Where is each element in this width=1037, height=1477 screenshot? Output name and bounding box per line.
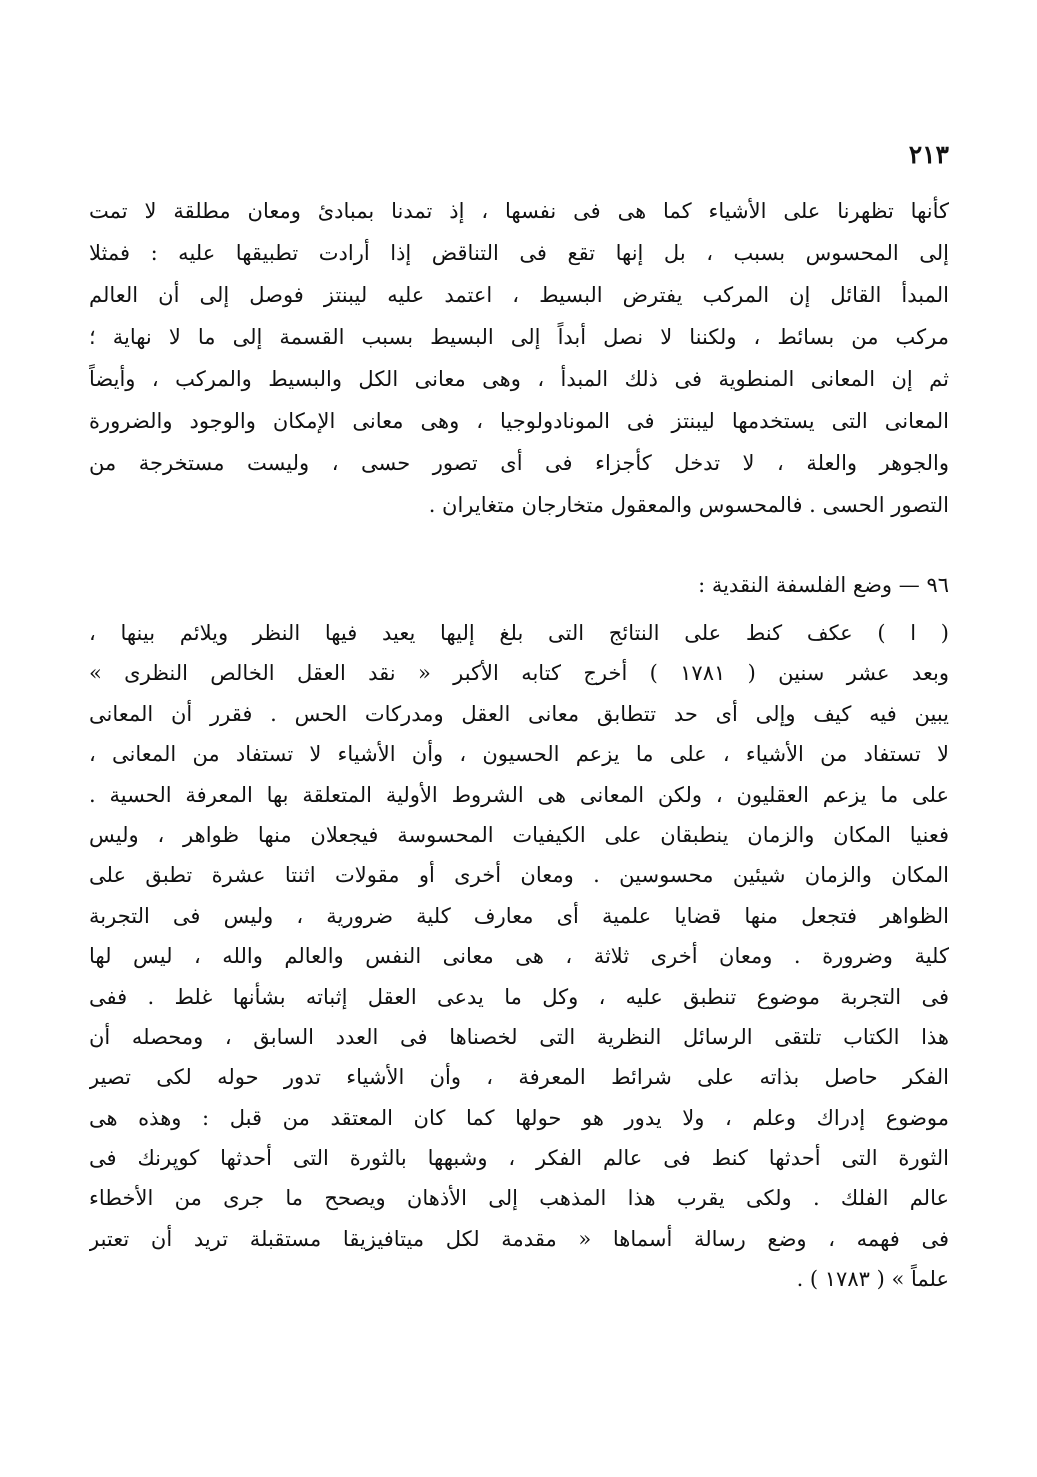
text-line: والجوهر والعلة ، لا تدخل كأجزاء فى أى تصور حسى ، وليست مستخرجة من	[89, 451, 949, 475]
text-line: كلية وضرورة . ومعان أخرى ثلاثة ، هى معانى النفس والعالم والله ، ليس لها	[89, 944, 949, 969]
text-line: المكان والزمان شيئين محسوسين . ومعان أخرى أو مقولات اثنتا عشرة تطبق على	[89, 863, 949, 888]
text-line: ( ا ) عكف كنط على النتائج التى بلغ إليها يعيد فيها النظر ويلائم بينها ،	[89, 621, 949, 645]
text-line: موضوع إدراك وعلم ، ولا يدور هو حولها كما كان المعتقد من قبل : وهذه هى	[89, 1105, 949, 1130]
paragraph-critical-philosophy	[89, 613, 949, 1300]
text-line: فى التجربة موضوع تنطبق عليه ، وكل ما يدعى العقل إثباته بشأنها غلط . ففى	[89, 984, 949, 1009]
section-heading: ٩٦ — وضع الفلسفة النقدية :	[698, 573, 949, 597]
text-line: علماً » ( ١٧٨٣ ) .	[796, 1267, 949, 1292]
text-line: إلى المحسوس بسبب ، بل إنها تقع فى التناقض إذا أرادت تطبيقها عليه : فمثلا	[89, 241, 949, 265]
paragraph-continued	[89, 190, 949, 526]
text-line: الظواهر فتجعل منها قضايا علمية أى معارف كلية ضرورية ، وليس فى التجربة	[89, 903, 949, 928]
text-line: التصور الحسى . فالمحسوس والمعقول متخارجان متغايران .	[428, 493, 949, 517]
text-line: فعنيا المكان والزمان ينطبقان على الكيفيات المحسوسة فيجعلان منها ظواهر ، وليس	[89, 822, 949, 847]
text-line: على ما يزعم العقليون ، ولكن المعانى هى الشروط الأولية المتعلقة بها المعرفة الحسية .	[89, 782, 949, 807]
text-line: عالم الفلك . ولكى يقرب هذا المذهب إلى الأذهان ويصحح ما جرى من الأخطاء	[89, 1186, 949, 1211]
page-number: ٢١٣	[908, 140, 949, 169]
text-line: المعانى التى يستخدمها ليبنتز فى المونادولوجيا ، وهى معانى الإمكان والوجود والضرورة	[89, 409, 949, 433]
text-line: يبين فيه كيف وإلى أى حد تتطابق معانى العقل ومدركات الحس . فقرر أن المعانى	[89, 701, 949, 726]
text-line: ثم إن المعانى المنطوية فى ذلك المبدأ ، وهى معانى الكل والبسيط والمركب ، وأيضاً	[89, 367, 949, 391]
text-line: الفكر حاصل بذاته على شرائط المعرفة ، وأن الأشياء تدور حوله لكى تصير	[89, 1065, 949, 1090]
text-line: كأنها تظهرنا على الأشياء كما هى فى نفسها ، إذ تمدنا بمبادئ ومعان مطلقة لا تمت	[89, 199, 949, 223]
text-line: فى فهمه ، وضع رسالة أسماها « مقدمة لكل ميتافيزيقا مستقبلة تريد أن تعتبر	[89, 1226, 949, 1251]
text-line: الثورة التى أحدثها كنط فى عالم الفكر ، وشبهها بالثورة التى أحدثها كوپرنك فى	[89, 1146, 949, 1171]
text-line: وبعد عشر سنين ( ١٧٨١ ) أخرج كتابه الأكبر « نقد العقل الخالص النظرى »	[89, 661, 949, 686]
text-line: هذا الكتاب تلتقى الرسائل النظرية التى لخصناها فى العدد السابق ، ومحصله أن	[89, 1024, 949, 1049]
text-line: مركب من بسائط ، ولكننا لا نصل أبداً إلى البسيط بسبب القسمة إلى ما لا نهاية ؛	[89, 325, 949, 349]
text-line: لا تستفاد من الأشياء ، على ما يزعم الحسيون ، وأن الأشياء لا تستفاد من المعانى ،	[89, 742, 949, 767]
text-line: المبدأ القائل إن المركب يفترض البسيط ، اعتمد عليه ليبنتز فوصل إلى أن العالم	[89, 283, 949, 307]
